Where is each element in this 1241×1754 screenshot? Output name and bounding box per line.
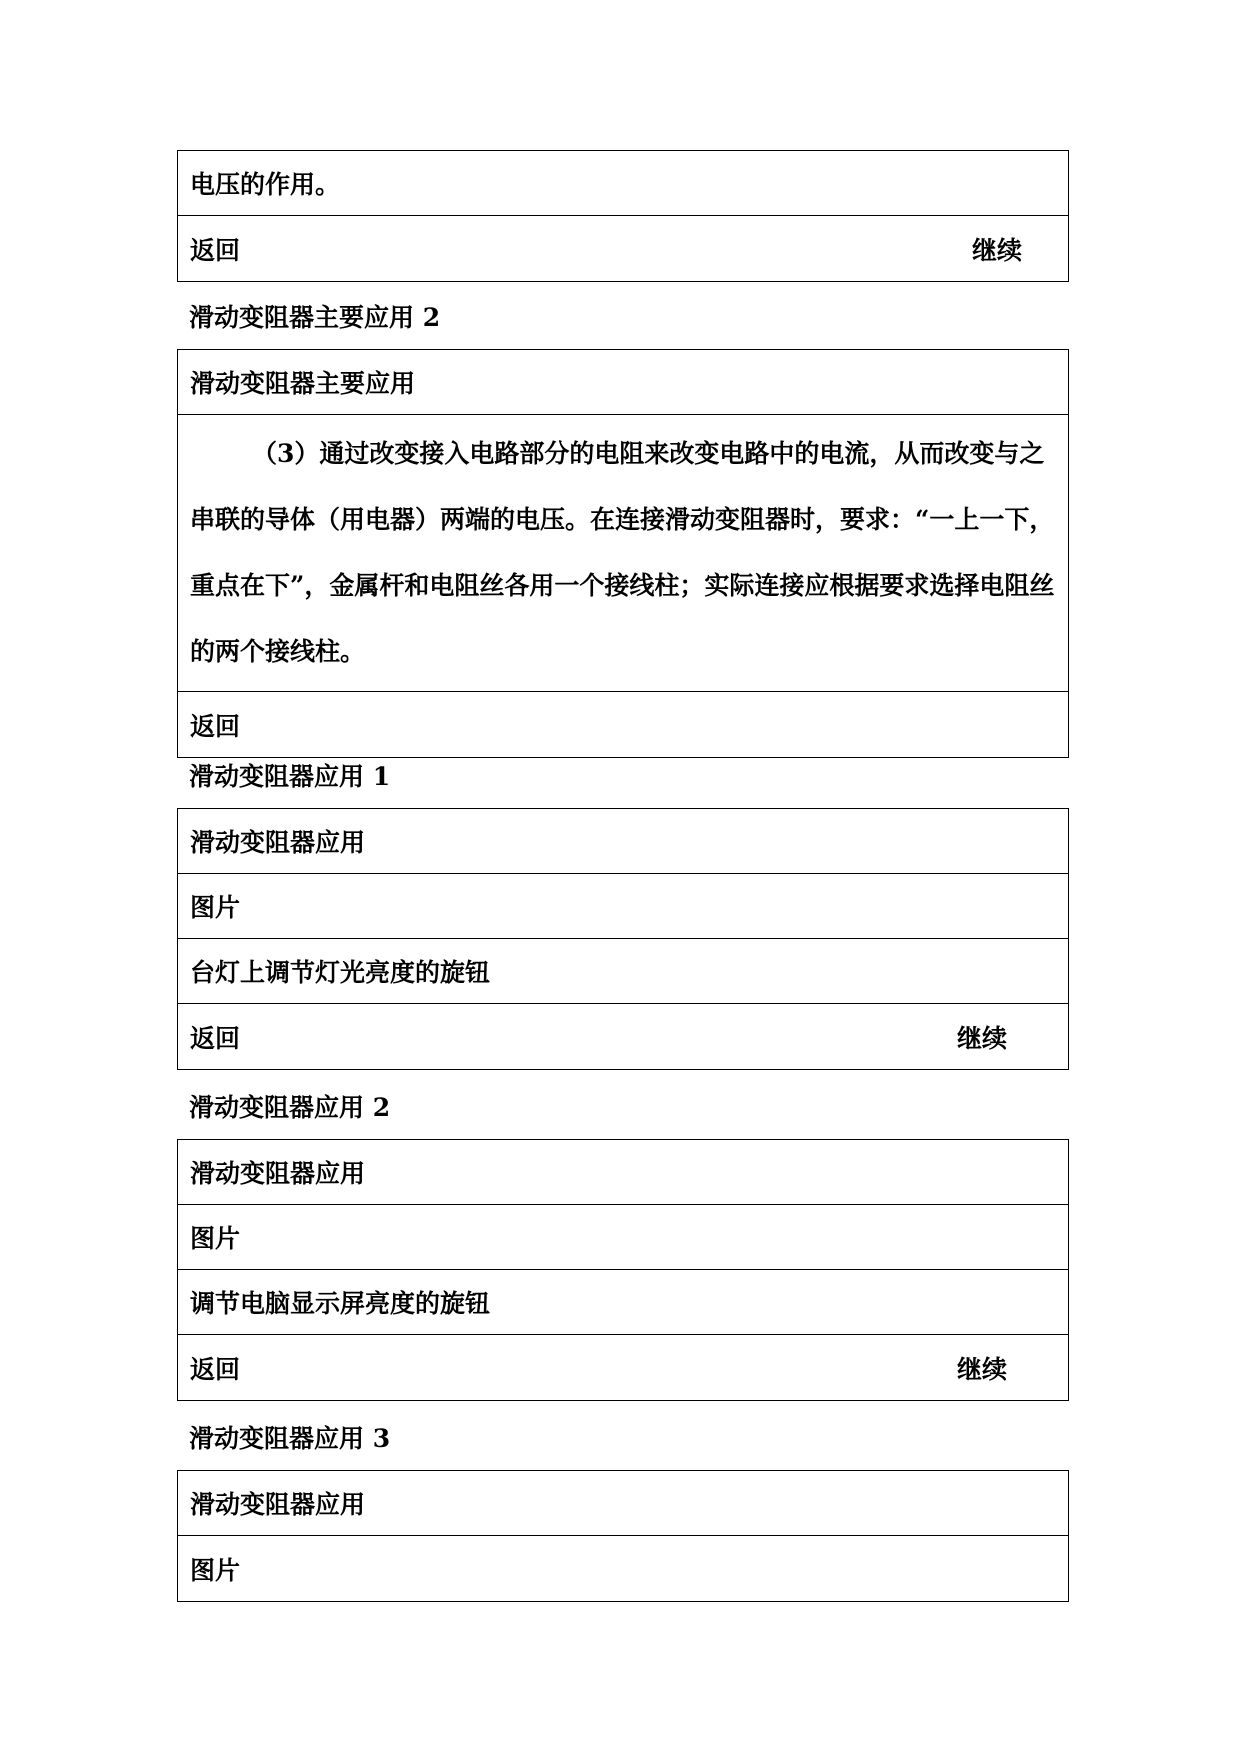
cell-title: 滑动变阻器应用	[190, 828, 366, 857]
image-cell	[178, 1536, 1068, 1601]
continue-link[interactable]: 继续	[956, 1354, 1007, 1384]
back-link[interactable]: 返回	[190, 1023, 241, 1053]
caption-text: 台灯上调节灯光亮度的旋钮	[190, 958, 491, 987]
continue-link[interactable]: 继续	[971, 235, 1022, 265]
caption-cell	[178, 1270, 1068, 1335]
nav-row	[178, 1335, 1068, 1400]
nav-row	[178, 1004, 1068, 1069]
application-table	[177, 808, 1069, 1070]
image-cell	[178, 874, 1068, 939]
text-cell	[178, 151, 1068, 216]
image-cell	[178, 1205, 1068, 1270]
continue-link[interactable]: 继续	[956, 1023, 1007, 1053]
title-cell	[178, 1471, 1068, 1536]
paragraph-cell	[178, 415, 1068, 692]
cell-title: 滑动变阻器应用	[190, 1490, 366, 1519]
title-cell	[178, 809, 1068, 874]
section-heading: 滑动变阻器应用 3	[189, 1424, 391, 1453]
main-application-table	[177, 349, 1069, 758]
section-heading: 滑动变阻器主要应用 2	[189, 303, 441, 332]
paragraph-text: （3）通过改变接入电路部分的电阻来改变电路中的电流，从而改变与之串联的导体（用电器）两端的电压。在连接滑动变阻器时，要求：“一上一下，重点在下”，金属杆和电阻丝各用一个接线柱；实际连接应根据要求选择电阻丝的两个接线柱。	[190, 439, 1055, 666]
section-heading: 滑动变阻器应用 1	[189, 762, 391, 791]
nav-row	[178, 216, 1068, 281]
title-cell	[178, 350, 1068, 415]
back-link[interactable]: 返回	[190, 1354, 241, 1384]
image-placeholder: 图片	[190, 1555, 241, 1585]
image-placeholder: 图片	[190, 1224, 241, 1253]
continuation-table	[177, 150, 1069, 282]
section-heading: 滑动变阻器应用 2	[189, 1093, 391, 1122]
back-link[interactable]: 返回	[190, 711, 241, 741]
image-placeholder: 图片	[190, 893, 241, 922]
back-link[interactable]: 返回	[190, 235, 241, 265]
caption-text: 调节电脑显示屏亮度的旋钮	[190, 1289, 491, 1318]
cell-text: 电压的作用。	[190, 170, 341, 199]
caption-cell	[178, 939, 1068, 1004]
title-cell	[178, 1140, 1068, 1205]
application-table	[177, 1139, 1069, 1401]
cell-title: 滑动变阻器主要应用	[190, 369, 416, 398]
cell-title: 滑动变阻器应用	[190, 1159, 366, 1188]
application-table	[177, 1470, 1069, 1602]
